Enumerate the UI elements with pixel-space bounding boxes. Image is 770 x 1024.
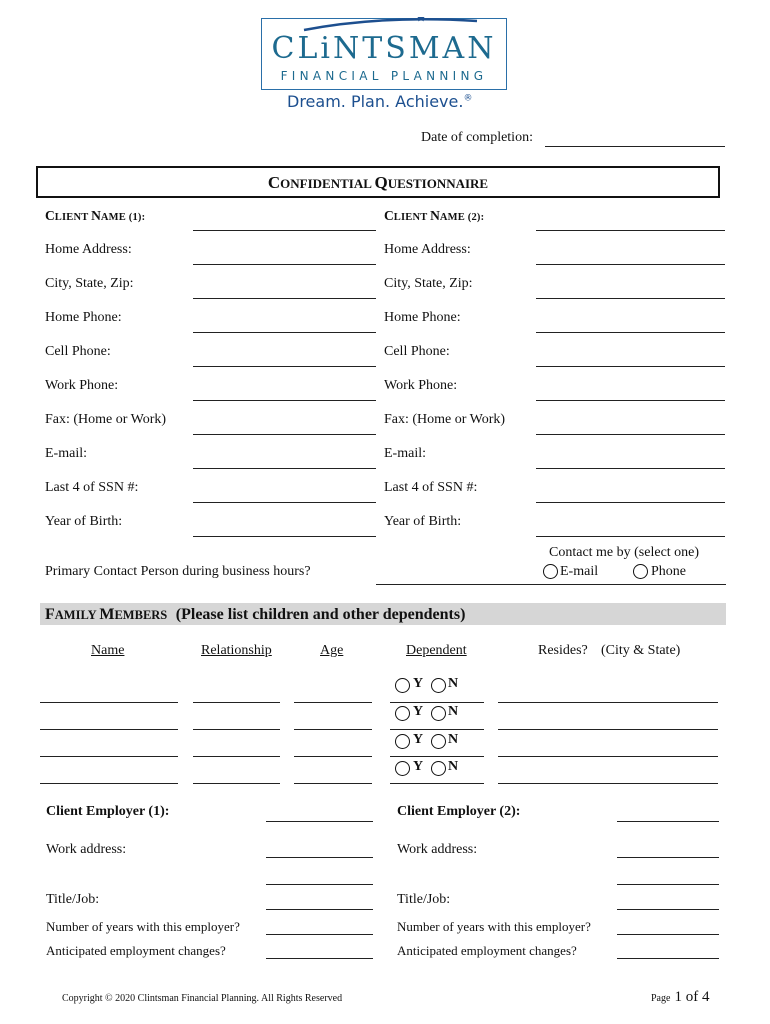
fax-1-label: Fax: (Home or Work) <box>45 412 167 427</box>
client-employer-1-label: Client Employer (1): <box>46 804 170 819</box>
fax-2-label: Fax: (Home or Work) <box>384 412 506 427</box>
dependent-no-label: N <box>448 759 459 774</box>
email-2-label: E-mail: <box>384 446 426 461</box>
family-resides-field[interactable] <box>498 783 718 784</box>
cell-phone-1-field[interactable] <box>193 366 376 367</box>
work-phone-2-field[interactable] <box>536 400 725 401</box>
dependent-yes-radio[interactable] <box>395 761 410 776</box>
years-employer-1-label: Number of years with this employer? <box>46 919 240 934</box>
client-name-1-label: CLIENT NAME (1): <box>45 208 146 223</box>
home-address-2-field[interactable] <box>536 264 725 265</box>
dependent-divider <box>390 729 484 730</box>
logo-name: CLiNTSMAN <box>271 31 497 66</box>
work-address-2-field[interactable] <box>617 857 719 858</box>
logo-tagline <box>287 92 472 111</box>
ssn-2-label: Last 4 of SSN #: <box>384 480 478 495</box>
column-age: Age <box>320 643 344 658</box>
dependent-no-label: N <box>448 732 459 747</box>
cell-phone-2-label: Cell Phone: <box>384 344 450 359</box>
city-state-zip-2-label: City, State, Zip: <box>384 276 473 291</box>
birth-year-1-field[interactable] <box>193 536 376 537</box>
cell-phone-1-label: Cell Phone: <box>45 344 111 359</box>
title-job-2-field[interactable] <box>617 909 719 910</box>
home-phone-1-label: Home Phone: <box>45 310 122 325</box>
family-age-field[interactable] <box>294 729 372 730</box>
city-state-zip-2-field[interactable] <box>536 298 725 299</box>
family-age-field[interactable] <box>294 783 372 784</box>
years-employer-2-label: Number of years with this employer? <box>397 919 591 934</box>
dependent-no-label: N <box>448 676 459 691</box>
primary-contact-label: Primary Contact Person during business hours? <box>45 564 311 579</box>
page-number: Page 1 of 4 <box>651 989 710 1005</box>
title-job-1-label: Title/Job: <box>46 892 100 907</box>
email-1-field[interactable] <box>193 468 376 469</box>
contact-email-radio[interactable] <box>543 564 558 579</box>
date-of-completion-label: Date of completion: <box>421 130 533 145</box>
employment-changes-2-label: Anticipated employment changes? <box>397 943 577 958</box>
family-members-title: FAMILY MEMBERS (Please list children and other dependents) <box>45 606 466 623</box>
column-name: Name <box>91 643 125 658</box>
page-title: CONFIDENTIAL QUESTIONNAIRE <box>267 173 489 192</box>
logo-subtitle: FINANCIAL PLANNING <box>280 69 488 83</box>
years-employer-2-field[interactable] <box>617 934 719 935</box>
dependent-no-radio[interactable] <box>431 734 446 749</box>
primary-contact-field[interactable] <box>376 584 726 585</box>
work-address-2-label: Work address: <box>397 842 478 857</box>
birth-year-2-field[interactable] <box>536 536 725 537</box>
family-relationship-field[interactable] <box>193 756 280 757</box>
work-phone-2-label: Work Phone: <box>384 378 458 393</box>
dependent-no-radio[interactable] <box>431 678 446 693</box>
dependent-no-radio[interactable] <box>431 706 446 721</box>
dependent-divider <box>390 702 484 703</box>
column-relationship: Relationship <box>201 643 272 658</box>
ssn-1-label: Last 4 of SSN #: <box>45 480 139 495</box>
birth-year-1-label: Year of Birth: <box>45 514 123 529</box>
work-phone-1-label: Work Phone: <box>45 378 119 393</box>
copyright-notice: Copyright © 2020 Clintsman Financial Planning. All Rights Reserved <box>62 993 343 1004</box>
employment-changes-1-field[interactable] <box>266 958 373 959</box>
work-phone-1-field[interactable] <box>193 400 376 401</box>
date-of-completion-field[interactable] <box>545 146 725 147</box>
title-job-1-field[interactable] <box>266 909 373 910</box>
contact-phone-radio[interactable] <box>633 564 648 579</box>
dependent-yes-label: Y <box>413 704 424 719</box>
home-address-1-field[interactable] <box>193 264 376 265</box>
dependent-yes-label: Y <box>413 676 424 691</box>
ssn-1-field[interactable] <box>193 502 376 503</box>
cell-phone-2-field[interactable] <box>536 366 725 367</box>
work-address-1-label: Work address: <box>46 842 127 857</box>
client-employer-2-label: Client Employer (2): <box>397 804 521 819</box>
family-resides-field[interactable] <box>498 756 718 757</box>
family-members-header <box>40 603 726 625</box>
dependent-no-radio[interactable] <box>431 761 446 776</box>
client-employer-1-field[interactable] <box>266 821 373 822</box>
birth-year-2-label: Year of Birth: <box>384 514 462 529</box>
employment-changes-1-label: Anticipated employment changes? <box>46 943 226 958</box>
registered-mark: ® <box>463 93 473 104</box>
dependent-yes-radio[interactable] <box>395 706 410 721</box>
home-address-1-label: Home Address: <box>45 242 132 257</box>
company-logo <box>261 18 507 90</box>
family-resides-field[interactable] <box>498 702 718 703</box>
family-age-field[interactable] <box>294 702 372 703</box>
dependent-divider <box>390 783 484 784</box>
title-job-2-label: Title/Job: <box>397 892 451 907</box>
family-resides-field[interactable] <box>498 729 718 730</box>
email-2-field[interactable] <box>536 468 725 469</box>
questionnaire-title-box <box>36 166 720 198</box>
client-name-2-field[interactable] <box>536 230 725 231</box>
dependent-no-label: N <box>448 704 459 719</box>
employment-changes-2-field[interactable] <box>617 958 719 959</box>
city-state-zip-1-field[interactable] <box>193 298 376 299</box>
family-relationship-field[interactable] <box>193 783 280 784</box>
client-employer-2-field[interactable] <box>617 821 719 822</box>
family-name-field[interactable] <box>40 702 178 703</box>
work-address-2-field-line2[interactable] <box>617 884 719 885</box>
family-age-field[interactable] <box>294 756 372 757</box>
email-1-label: E-mail: <box>45 446 87 461</box>
work-address-1-field-line2[interactable] <box>266 884 373 885</box>
fax-2-field[interactable] <box>536 434 725 435</box>
work-address-1-field[interactable] <box>266 857 373 858</box>
client-name-1-field[interactable] <box>193 230 376 231</box>
dependent-yes-label: Y <box>413 732 424 747</box>
contact-email-label: E-mail <box>560 564 599 579</box>
client-name-2-label: CLIENT NAME (2): <box>384 208 485 223</box>
contact-me-label: Contact me by (select one) <box>549 545 700 560</box>
dependent-yes-radio[interactable] <box>395 734 410 749</box>
tagline-text: Dream. Plan. Achieve. <box>287 92 464 111</box>
home-phone-2-label: Home Phone: <box>384 310 461 325</box>
column-resides: Resides? <box>538 643 588 658</box>
contact-phone-label: Phone <box>651 564 686 579</box>
ssn-2-field[interactable] <box>536 502 725 503</box>
family-name-field[interactable] <box>40 729 178 730</box>
family-relationship-field[interactable] <box>193 729 280 730</box>
home-phone-1-field[interactable] <box>193 332 376 333</box>
years-employer-1-field[interactable] <box>266 934 373 935</box>
dependent-yes-radio[interactable] <box>395 678 410 693</box>
city-state-zip-1-label: City, State, Zip: <box>45 276 134 291</box>
family-name-field[interactable] <box>40 783 178 784</box>
column-city-state: (City & State) <box>601 643 681 658</box>
family-relationship-field[interactable] <box>193 702 280 703</box>
dependent-divider <box>390 756 484 757</box>
home-address-2-label: Home Address: <box>384 242 471 257</box>
column-dependent: Dependent <box>406 643 467 658</box>
family-name-field[interactable] <box>40 756 178 757</box>
home-phone-2-field[interactable] <box>536 332 725 333</box>
fax-1-field[interactable] <box>193 434 376 435</box>
dependent-yes-label: Y <box>413 759 424 774</box>
